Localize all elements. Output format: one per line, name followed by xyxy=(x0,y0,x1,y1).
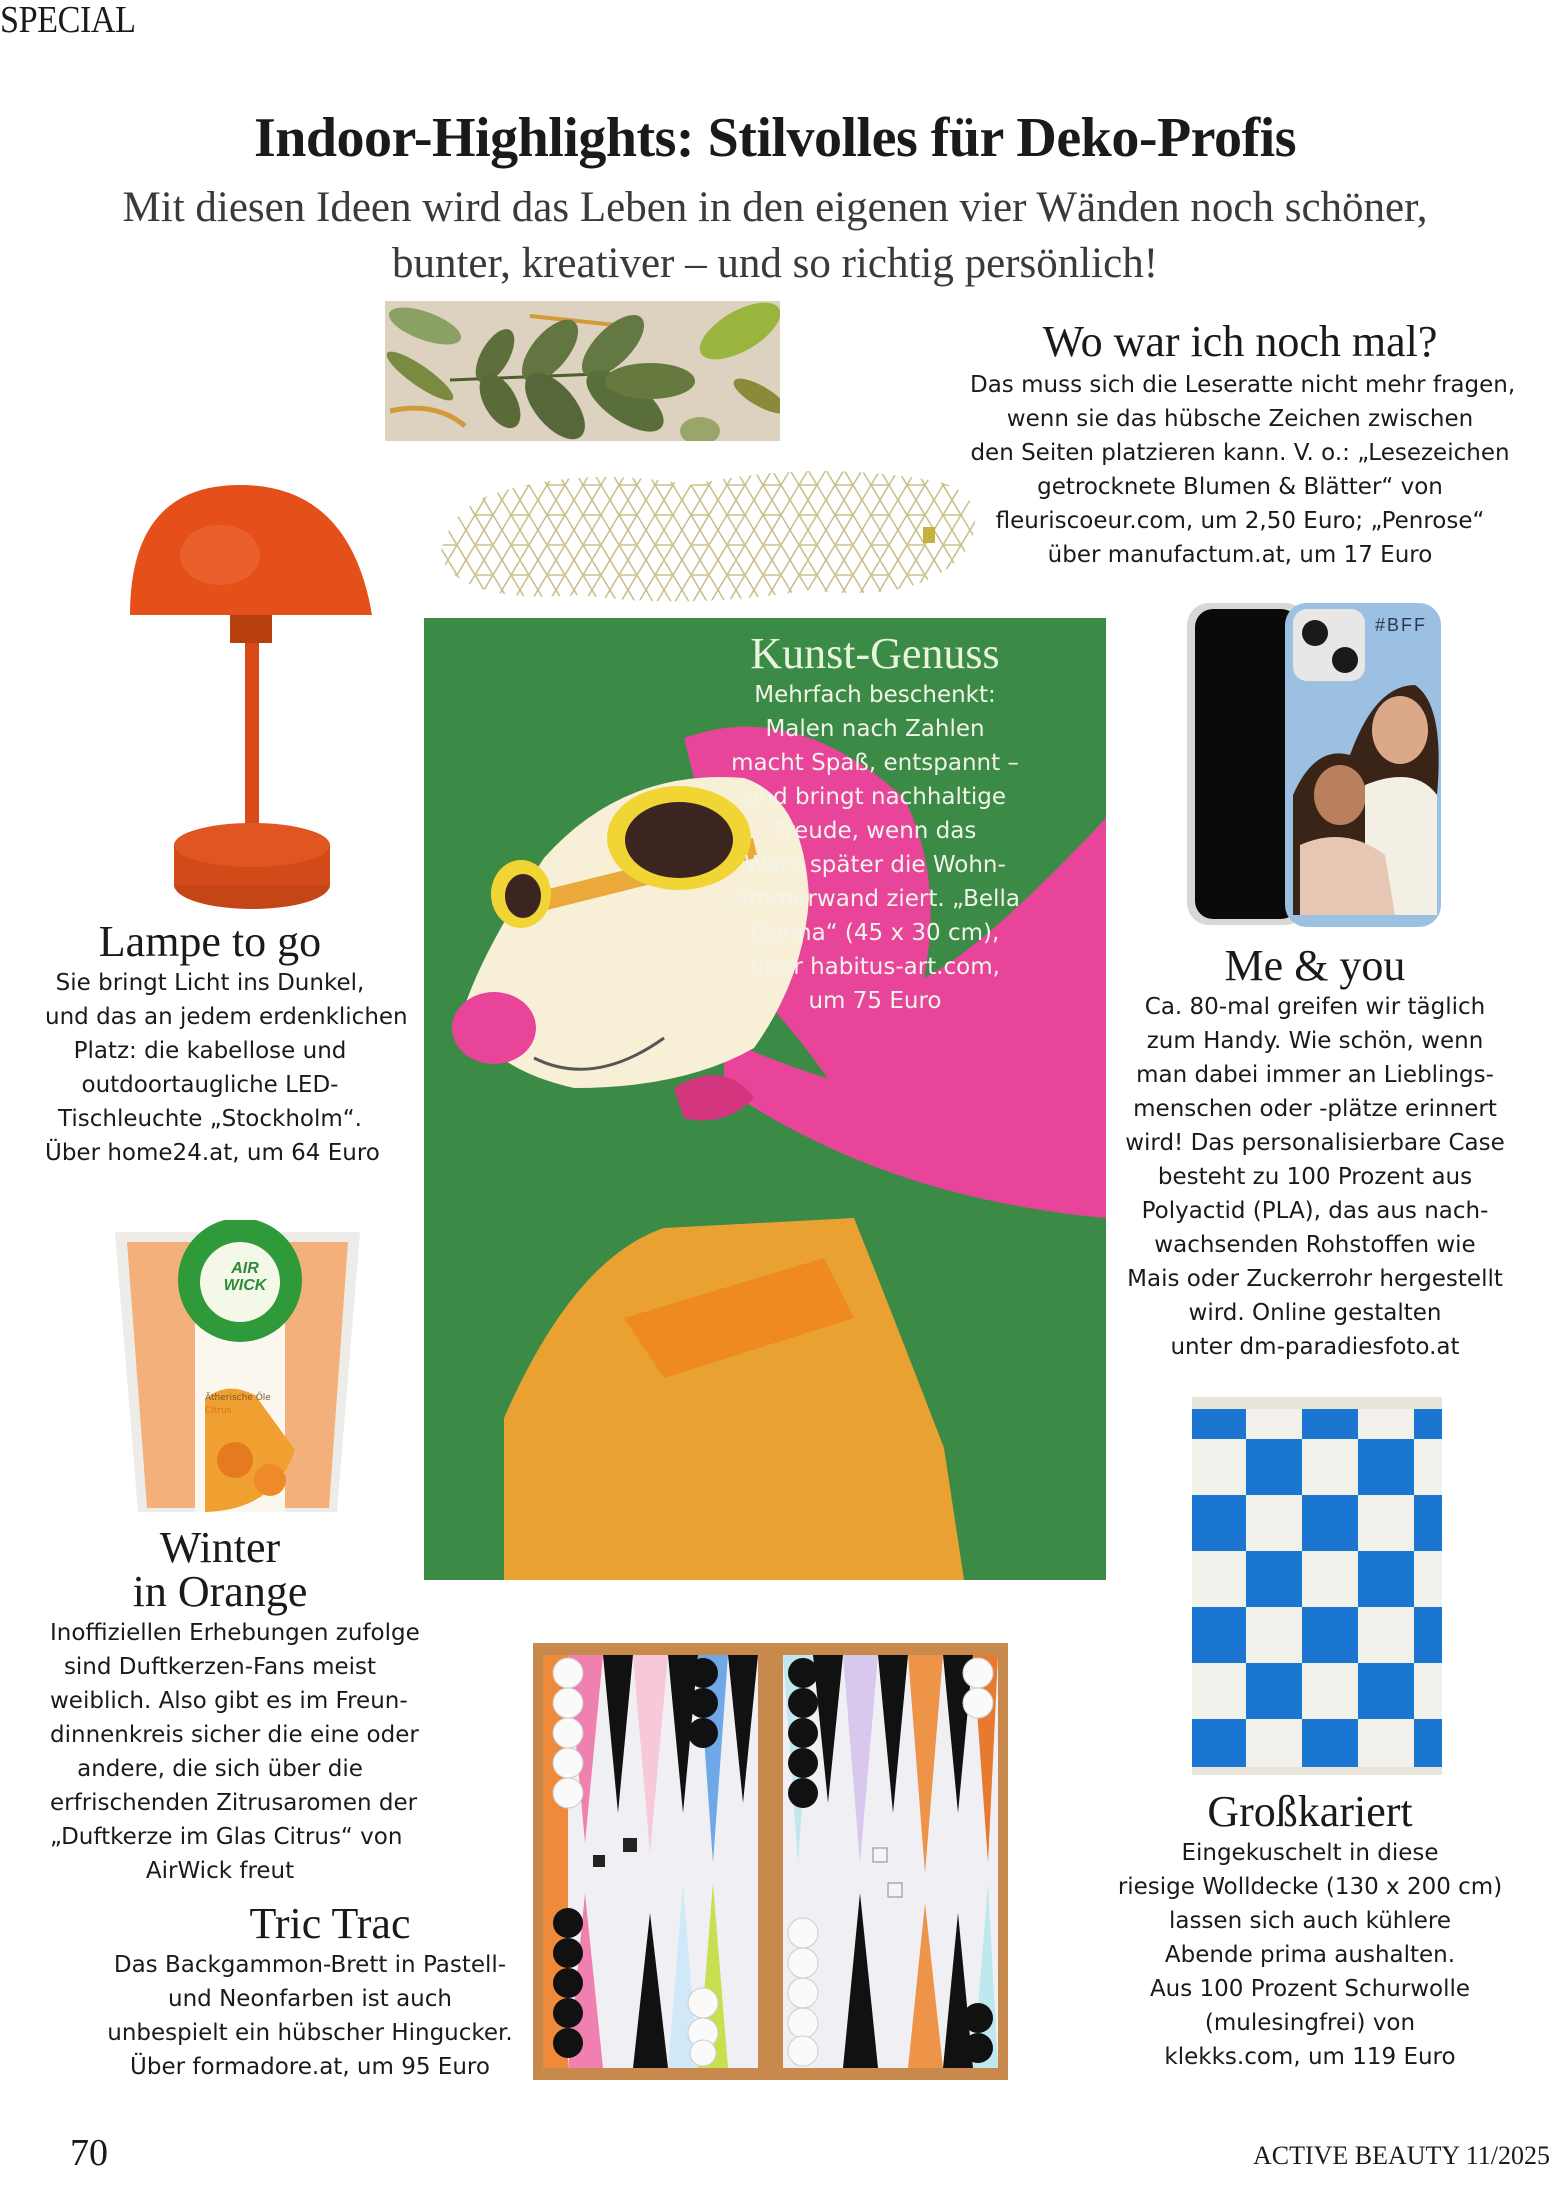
case-print-text: #BFF xyxy=(1375,615,1428,635)
body-line: und das an jedem erdenklichen xyxy=(45,1004,408,1030)
article-body xyxy=(644,678,1106,1018)
penrose-bookmark-image xyxy=(430,455,990,615)
airwick-logo xyxy=(215,1260,275,1294)
section-label: SPECIAL xyxy=(0,0,136,41)
article-backgammon xyxy=(100,1900,520,2084)
article-body xyxy=(50,1616,420,1888)
body-line: dinnenkreis sicher die eine oder xyxy=(50,1722,419,1748)
body-line: Inoffiziellen Erhebungen zufolge xyxy=(50,1620,420,1646)
article-heading xyxy=(50,1523,390,1616)
body-line: outdoortaugliche LED- xyxy=(81,1072,339,1098)
phone-case-image xyxy=(1175,595,1445,930)
body-line: fleuriscoeur.com, um 2,50 Euro; „Penrose“ xyxy=(995,508,1485,534)
body-line: über manufactum.at, um 17 Euro xyxy=(1047,542,1433,568)
article-candle xyxy=(50,1523,420,1888)
body-line: und bringt nachhaltige xyxy=(743,784,1007,810)
heading-line: in Orange xyxy=(132,1567,308,1616)
heading-line: Winter xyxy=(159,1523,281,1572)
body-line: lassen sich auch kühlere xyxy=(1168,1908,1451,1934)
article-body xyxy=(45,966,408,1170)
body-line: unter dm-paradiesfoto.at xyxy=(1170,1334,1460,1360)
brand-line: WICK xyxy=(223,1277,267,1294)
body-line: (mulesingfrei) von xyxy=(1204,2010,1416,2036)
body-line: Das muss sich die Leseratte nicht mehr fragen, xyxy=(970,372,1516,398)
body-line: Platz: die kabellose und xyxy=(73,1038,347,1064)
article-lamp xyxy=(45,917,408,1170)
candle-image xyxy=(105,1220,370,1522)
body-line: weiblich. Also gibt es im Freun- xyxy=(50,1688,408,1714)
article-bookmark xyxy=(970,317,1516,572)
body-line: Donna“ (45 x 30 cm), xyxy=(750,920,1000,946)
body-line: Sie bringt Licht ins Dunkel, xyxy=(55,970,365,996)
body-line: Über home24.at, um 64 Euro xyxy=(45,1140,380,1166)
body-line: sind Duftkerzen-Fans meist xyxy=(63,1654,377,1680)
body-line: Mais oder Zuckerrohr hergestellt xyxy=(1127,1266,1503,1292)
body-line: besteht zu 100 Prozent aus xyxy=(1157,1164,1473,1190)
article-heading: Me & you xyxy=(1224,941,1406,990)
article-art xyxy=(644,630,1106,1018)
page-title: Indoor-Highlights: Stilvolles für Deko-Profis xyxy=(253,107,1297,169)
candle-scent-text: Citrus xyxy=(205,1406,232,1416)
body-line: AirWick freut xyxy=(145,1858,295,1884)
body-line: wird. Online gestalten xyxy=(1188,1300,1442,1326)
backgammon-board-image xyxy=(533,1643,1008,2080)
body-line: „Duftkerze im Glas Citrus“ von xyxy=(50,1824,403,1850)
page-subtitle xyxy=(40,180,1510,292)
body-line: Aus 100 Prozent Schurwolle xyxy=(1149,1976,1471,2002)
body-line: wachsenden Rohstoffen wie xyxy=(1154,1232,1476,1258)
lamp-image xyxy=(90,475,390,915)
body-line: zimmerwand ziert. „Bella xyxy=(730,886,1020,912)
body-line: Malen nach Zahlen xyxy=(765,716,985,742)
body-line: Eingekuschelt in diese xyxy=(1181,1840,1439,1866)
body-line: Freude, wenn das xyxy=(773,818,977,844)
candle-label-text: Ätherische Öle xyxy=(205,1393,271,1403)
leaf-bookmark-image xyxy=(385,301,780,441)
checkered-blanket-image xyxy=(1180,1383,1450,1778)
body-line: und Neonfarben ist auch xyxy=(168,1986,452,2012)
body-line: über habitus-art.com, xyxy=(750,954,1000,980)
body-line: unbespielt ein hübscher Hingucker. xyxy=(107,2020,513,2046)
subtitle-line: bunter, kreativer – und so richtig persönlich! xyxy=(391,240,1159,287)
body-line: erfrischenden Zitrusaromen der xyxy=(50,1790,418,1816)
body-line: getrocknete Blumen & Blätter“ von xyxy=(1037,474,1443,500)
article-heading: Tric Trac xyxy=(249,1899,411,1948)
body-line: Werk später die Wohn- xyxy=(744,852,1006,878)
body-line: Das Backgammon-Brett in Pastell- xyxy=(113,1952,507,1978)
article-body xyxy=(1110,1836,1510,2074)
subtitle-line: Mit diesen Ideen wird das Leben in den eigenen vier Wänden noch schöner, xyxy=(122,184,1428,231)
article-heading: Großkariert xyxy=(1207,1787,1413,1836)
article-blanket xyxy=(1110,1788,1510,2074)
body-line: den Seiten platzieren kann. V. o.: „Lesezeichen xyxy=(970,440,1510,466)
body-line: wenn sie das hübsche Zeichen zwischen xyxy=(1006,406,1474,432)
article-body xyxy=(970,368,1516,572)
article-heading: Wo war ich noch mal? xyxy=(1042,317,1438,366)
brand-line: AIR xyxy=(231,1260,259,1277)
body-line: Über formadore.at, um 95 Euro xyxy=(130,2054,490,2080)
article-body xyxy=(1120,990,1510,1364)
article-heading: Lampe to go xyxy=(98,917,322,966)
body-line: Polyactid (PLA), das aus nach- xyxy=(1141,1198,1489,1224)
body-line: macht Spaß, entspannt – xyxy=(731,750,1019,776)
publication-name: ACTIVE BEAUTY 11/2025 xyxy=(1252,2141,1550,2170)
article-heading: Kunst-Genuss xyxy=(750,629,1000,678)
article-phone xyxy=(1120,942,1510,1364)
body-line: andere, die sich über die xyxy=(77,1756,363,1782)
body-line: Ca. 80-mal greifen wir täglich xyxy=(1144,994,1486,1020)
body-line: Tischleuchte „Stockholm“. xyxy=(58,1106,362,1132)
article-body xyxy=(100,1948,520,2084)
body-line: riesige Wolldecke (130 x 200 cm) xyxy=(1117,1874,1503,1900)
page-number: 70 xyxy=(70,2132,108,2174)
body-line: Mehrfach beschenkt: xyxy=(754,682,996,708)
art-panel-bella-donna xyxy=(424,618,1106,1580)
body-line: zum Handy. Wie schön, wenn xyxy=(1146,1028,1484,1054)
body-line: um 75 Euro xyxy=(808,988,942,1014)
body-line: menschen oder -plätze erinnert xyxy=(1133,1096,1497,1122)
body-line: wird! Das personalisierbare Case xyxy=(1125,1130,1505,1156)
body-line: man dabei immer an Lieblings- xyxy=(1136,1062,1494,1088)
body-line: klekks.com, um 119 Euro xyxy=(1164,2044,1456,2070)
body-line: Abende prima aushalten. xyxy=(1164,1942,1456,1968)
